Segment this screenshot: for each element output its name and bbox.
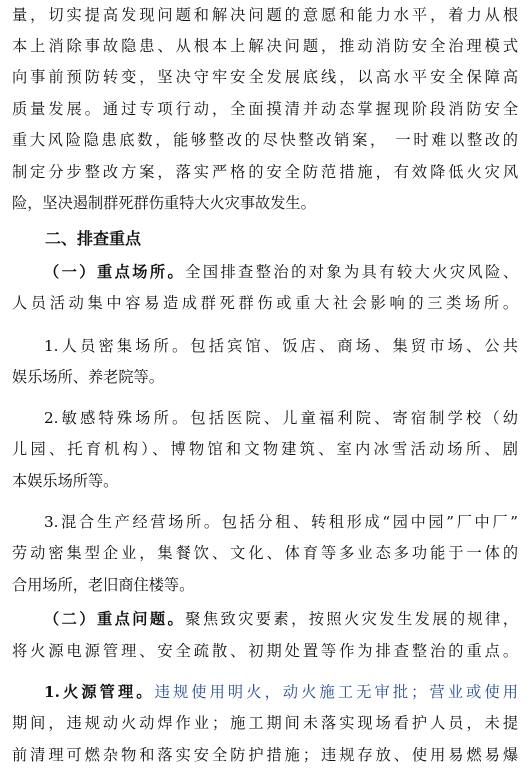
paragraph-line: 期间，违规动火动焊作业；施工期间未落实现场看护人员，未提 — [12, 714, 518, 732]
paragraph-line: 险，坚决遏制群死群伤重特大火灾事故发生。 — [12, 194, 316, 212]
paragraph-line: 人员活动集中容易造成群死群伤或重大社会影响的三类场所。 — [12, 294, 518, 312]
paragraph-line: 量，切实提高发现问题和解决问题的意愿和能力水平，着力从根 — [12, 6, 518, 24]
paragraph-line: 将火源电源管理、安全疏散、初期处置等作为排查整治的重点。 — [12, 642, 518, 660]
paragraph-line: 前清理可燃杂物和落实安全防护措施；违规存放、使用易燃易爆 — [12, 746, 518, 764]
subsection-text: 聚焦致灾要素，按照火灾发生发展的规律， — [185, 610, 519, 628]
list-item-line: 1.人员密集场所。包括宾馆、饭店、商场、集贸市场、公共 — [44, 337, 518, 355]
list-item-line: 劳动密集型企业，集餐饮、文化、体育等多业态多功能于一体的 — [12, 544, 518, 562]
list-item-line: 2.敏感特殊场所。包括医院、儿童福利院、寄宿制学校（幼 — [44, 409, 518, 427]
paragraph-line: 重大风险隐患底数，能够整改的尽快整改销案， 一时难以整改的 — [12, 131, 518, 149]
highlighted-text: 违规使用明火，动火施工无审批；营业或使用 — [154, 683, 518, 701]
item-label: 1.火源管理。 — [44, 683, 155, 701]
subsection-text: 全国排查整治的对象为具有较大火灾风险、 — [185, 263, 519, 281]
subsection-line — [0, 604, 531, 634]
list-item-line: 3.混合生产经营场所。包括分租、转租形成“园中园”厂中厂” — [44, 513, 518, 531]
section-heading: 二、排查重点 — [45, 229, 142, 248]
paragraph-line: 本上消除事故隐患、从根本上解决问题，推动消防安全治理模式 — [12, 37, 518, 55]
paragraph-line: 向事前预防转变，坚决守牢安全发展底线，以高水平安全保障高 — [12, 68, 518, 86]
list-item-line: 合用场所，老旧商住楼等。 — [12, 576, 195, 594]
paragraph-line: 制定分步整改方案，落实严格的安全防范措施，有效降低火灾风 — [12, 163, 518, 181]
list-item-line: 儿园、托育机构）、博物馆和文物建筑、室内冰雪活动场所、剧 — [12, 440, 518, 458]
subsection-label: （一）重点场所。 — [44, 263, 186, 281]
list-item-line — [0, 677, 531, 707]
list-item-line: 本娱乐场所等。 — [12, 472, 119, 490]
list-item-line: 娱乐场所、养老院等。 — [12, 368, 164, 386]
paragraph-line: 质量发展。通过专项行动，全面摸清并动态掌握现阶段消防安全 — [12, 100, 518, 118]
subsection-line — [0, 257, 531, 287]
subsection-label: （二）重点问题。 — [44, 610, 186, 628]
